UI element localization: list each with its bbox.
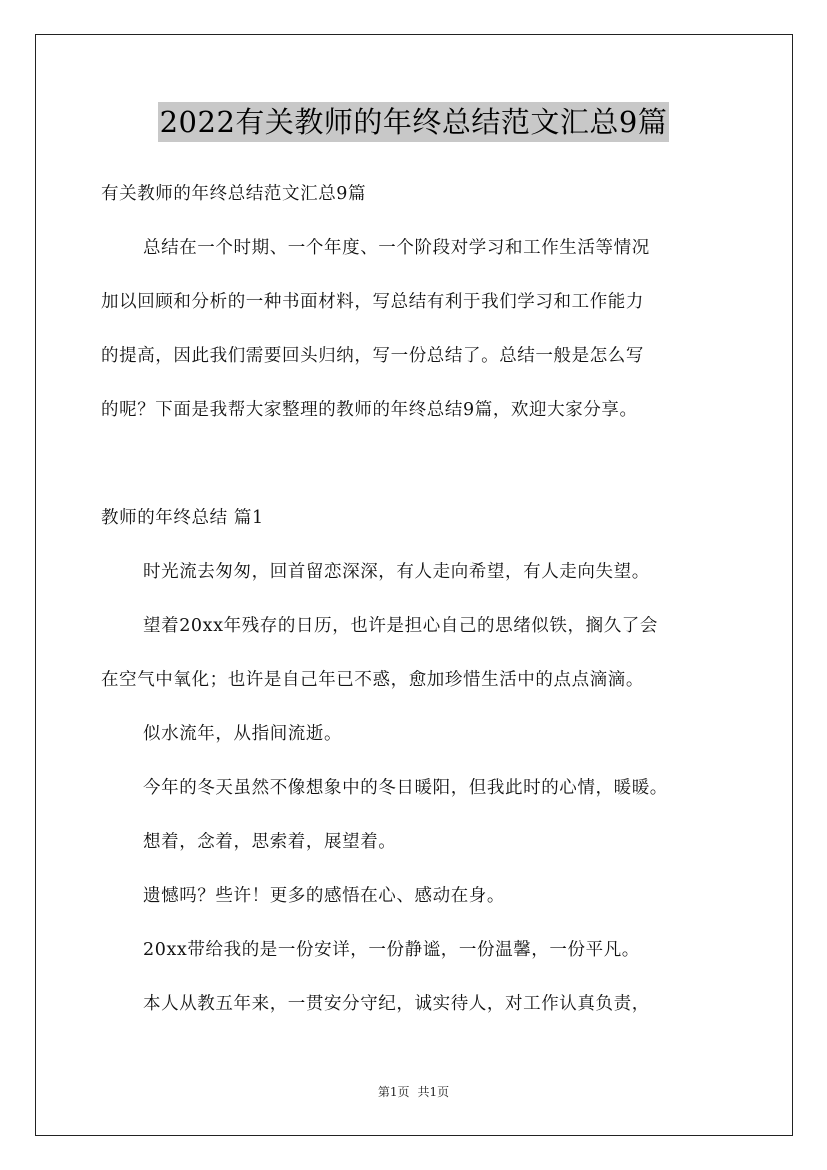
body-line: 总结在一个时期、一个年度、一个阶段对学习和工作生活等情况 (143, 238, 650, 258)
body-line: 遗憾吗？些许！更多的感悟在心、感动在身。 (143, 886, 505, 906)
body-line: 加以回顾和分析的一种书面材料，写总结有利于我们学习和工作能力 (101, 292, 644, 312)
body-line: 望着20xx年残存的日历，也许是担心自己的思绪似铁，搁久了会 (143, 616, 659, 636)
body-line: 本人从教五年来，一贯安分守纪，诚实待人，对工作认真负责， (143, 994, 650, 1014)
section-heading: 教师的年终总结 篇1 (101, 508, 264, 528)
body-line: 似水流年，从指间流逝。 (143, 724, 343, 744)
body-line: 的提高，因此我们需要回头归纳，写一份总结了。总结一般是怎么写 (101, 346, 644, 366)
title-container (0, 102, 827, 142)
body-line: 20xx带给我的是一份安详，一份静谧，一份温馨，一份平凡。 (143, 940, 640, 960)
page-footer (0, 1084, 827, 1100)
document-title: 2022有关教师的年终总结范文汇总9篇 (158, 102, 670, 142)
page-number: 第1页 (377, 1085, 410, 1099)
page-total: 共1页 (417, 1085, 450, 1099)
body-line: 时光流去匆匆，回首留恋深深，有人走向希望，有人走向失望。 (143, 562, 650, 582)
body-line: 今年的冬天虽然不像想象中的冬日暖阳，但我此时的心情，暖暖。 (143, 778, 668, 798)
body-line: 在空气中氧化；也许是自己年已不惑，愈加珍惜生活中的点点滴滴。 (101, 670, 644, 690)
subtitle-line: 有关教师的年终总结范文汇总9篇 (101, 184, 367, 204)
body-line: 的呢？下面是我帮大家整理的教师的年终总结9篇，欢迎大家分享。 (101, 400, 638, 420)
body-line: 想着，念着，思索着，展望着。 (143, 832, 397, 852)
